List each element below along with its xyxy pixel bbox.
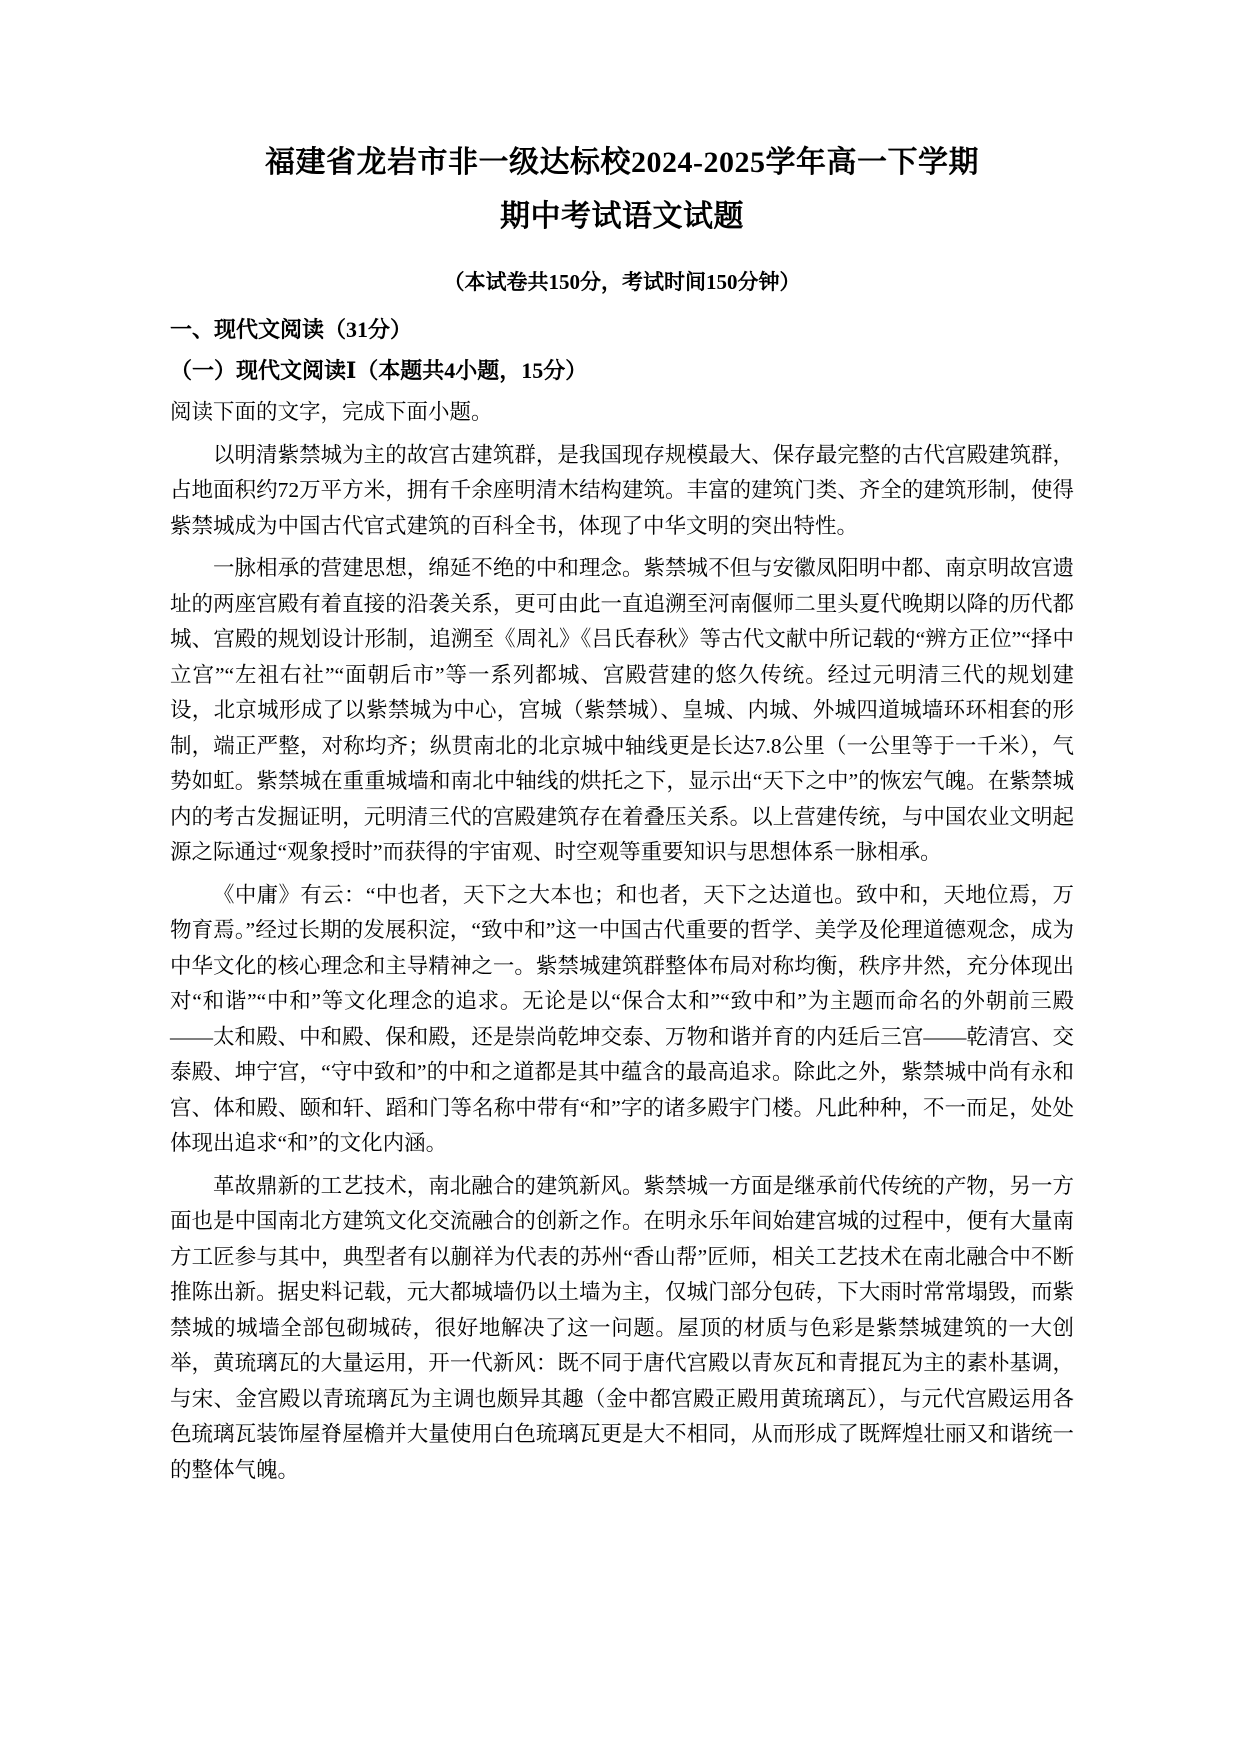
subsection-heading-reading-1: （一）现代文阅读Ⅰ（本题共4小题，15分） xyxy=(170,358,588,383)
passage-paragraph-1: 以明清紫禁城为主的故宫古建筑群，是我国现存规模最大、保存最完整的古代宫殿建筑群，占地面积约72万平方米，拥有千余座明清木结构建筑。丰富的建筑门类、齐全的建筑形制，使得紫禁城成为中国古代官式建筑的百科全书，体现了中华文明的突出特性。 xyxy=(170,442,1074,538)
passage-paragraph-4: 革故鼎新的工艺技术，南北融合的建筑新风。紫禁城一方面是继承前代传统的产物，另一方面也是中国南北方建筑文化交流融合的创新之作。在明永乐年间始建宫城的过程中，便有大量南方工匠参与其中，典型者有以蒯祥为代表的苏州“香山帮”匠师，相关工艺技术在南北融合中不断推陈出新。据史料记载，元大都城墙仍以土墙为主，仅城门部分包砖，下大雨时常常塌毁，而紫禁城的城墙全部包砌城砖，很好地解决了这一问题。屋顶的材质与色彩是紫禁城建筑的一大创举，黄琉璃瓦的大量运用，开一代新风：既不同于唐代宫殿以青灰瓦和青掍瓦为主的素朴基调，与宋、金宫殿以青琉璃瓦为主调也颇异其趣（金中都宫殿正殿用黄琉璃瓦），与元代宫殿运用各色琉璃瓦装饰屋脊屋檐并大量使用白色琉璃瓦更是大不相同，从而形成了既辉煌壮丽又和谐统一的整体气魄。 xyxy=(170,1173,1074,1482)
passage-body xyxy=(170,395,1074,1488)
document-title-line2: 期中考试语文试题 xyxy=(500,200,744,233)
exam-info-line: （本试卷共150分，考试时间150分钟） xyxy=(443,270,801,294)
document-title-line1: 福建省龙岩市非一级达标校2024-2025学年高一下学期 xyxy=(265,146,979,179)
passage-paragraph-3: 《中庸》有云：“中也者，天下之大本也；和也者，天下之达道也。致中和，天地位焉，万物育焉。”经过长期的发展积淀，“致中和”这一中国古代重要的哲学、美学及伦理道德观念，成为中华文化的核心理念和主导精神之一。紫禁城建筑群整体布局对称均衡，秩序井然，充分体现出对“和谐”“中和”等文化理念的追求。无论是以“保合太和”“致中和”为主题而命名的外朝前三殿——太和殿、中和殿、保和殿，还是崇尚乾坤交泰、万物和谐并育的内廷后三宫——乾清宫、交泰殿、坤宁宫，“守中致和”的中和之道都是其中蕴含的最高追求。除此之外，紫禁城中尚有永和宫、体和殿、颐和轩、蹈和门等名称中带有“和”字的诸多殿宇门楼。凡此种种，不一而足，处处体现出追求“和”的文化内涵。 xyxy=(170,882,1075,1155)
section-heading-modern-reading: 一、现代文阅读（31分） xyxy=(170,317,413,342)
passage-paragraph-2: 一脉相承的营建思想，绵延不绝的中和理念。紫禁城不但与安徽凤阳明中都、南京明故宫遗址的两座宫殿有着直接的沿袭关系，更可由此一直追溯至河南偃师二里头夏代晚期以降的历代都城、宫殿的规划设计形制，追溯至《周礼》《吕氏春秋》等古代文献中所记载的“辨方正位”“择中立宫”“左祖右社”“面朝后市”等一系列都城、宫殿营建的悠久传统。经过元明清三代的规划建设，北京城形成了以紫禁城为中心，宫城（紫禁城）、皇城、内城、外城四道城墙环环相套的形制，端正严整，对称均齐；纵贯南北的北京城中轴线更是长达7.8公里（一公里等于一千米），气势如虹。紫禁城在重重城墙和南北中轴线的烘托之下，显示出“天下之中”的恢宏气魄。在紫禁城内的考古发掘证明，元明清三代的宫殿建筑存在着叠压关系。以上营建传统，与中国农业文明起源之际通过“观象授时”而获得的宇宙观、时空观等重要知识与思想体系一脉相承。 xyxy=(170,556,1074,864)
reading-instruction: 阅读下面的文字，完成下面小题。 xyxy=(170,400,493,424)
